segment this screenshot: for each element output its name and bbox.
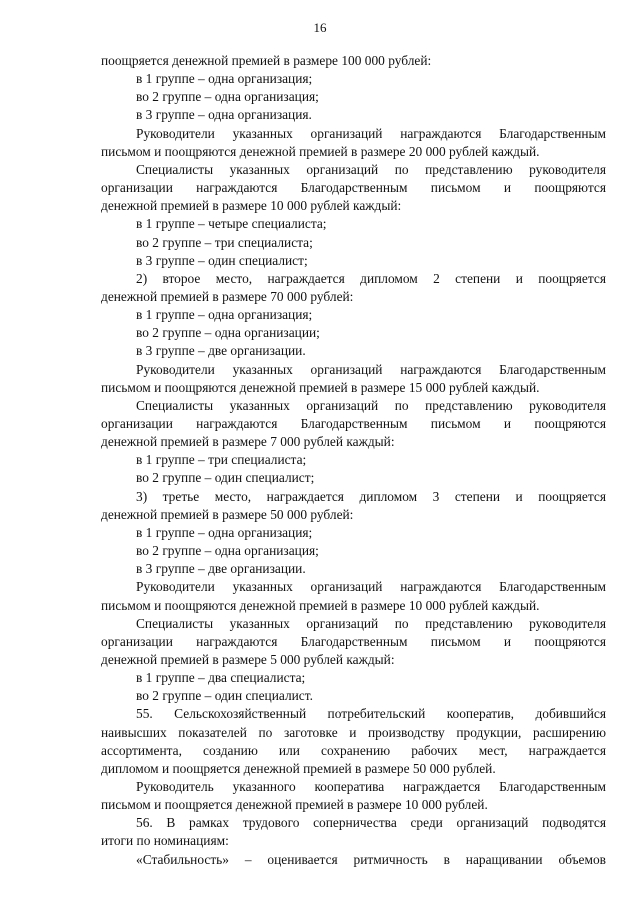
text-line: Руководители указанных организаций награждаются Благодарственным bbox=[136, 125, 606, 141]
text-line: организации награждаются Благодарственным письмом и поощряются bbox=[101, 416, 606, 431]
text-line: организации награждаются Благодарственным письмом и поощряются bbox=[101, 180, 606, 195]
text-line: итоги по номинациям: bbox=[101, 833, 229, 849]
text-line: Руководители указанных организаций награждаются Благодарственным bbox=[136, 579, 606, 595]
text-line: Специалисты указанных организаций по представлению руководителя bbox=[136, 615, 606, 631]
text-line: письмом и поощряются денежной премией в размере 20 000 рублей каждый. bbox=[101, 143, 540, 159]
text-line: в 1 группе – четыре специалиста; bbox=[136, 216, 327, 232]
text-line: письмом и поощряется денежной премией в размере 10 000 рублей. bbox=[101, 797, 488, 813]
text-line: денежной премией в размере 50 000 рублей: bbox=[101, 506, 354, 522]
text-line: денежной премией в размере 70 000 рублей: bbox=[101, 288, 354, 304]
text-line: в 3 группе – две организации. bbox=[136, 343, 306, 359]
text-line: в 3 группе – один специалист; bbox=[136, 252, 308, 268]
text-line: 2) второе место, награждается дипломом 2 степени и поощряется bbox=[136, 270, 606, 286]
text-line: во 2 группе – одна организации; bbox=[136, 325, 320, 341]
text-line: во 2 группе – одна организация; bbox=[136, 543, 319, 558]
text-line: Руководитель указанного кооператива награждается Благодарственным bbox=[136, 779, 606, 794]
text-line: организации награждаются Благодарственным письмом и поощряются bbox=[101, 633, 606, 649]
text-line: письмом и поощряются денежной премией в размере 10 000 рублей каждый. bbox=[101, 597, 540, 613]
text-line: денежной премией в размере 5 000 рублей каждый: bbox=[101, 651, 395, 667]
text-line: ассортимента, созданию или сохранению рабочих мест, награждается bbox=[101, 742, 606, 758]
text-line: поощряется денежной премией в размере 100 000 рублей: bbox=[101, 53, 432, 68]
text-line: в 3 группе – одна организация. bbox=[136, 107, 312, 123]
text-line: в 1 группе – одна организация; bbox=[136, 524, 313, 540]
text-line: во 2 группе – один специалист; bbox=[136, 470, 315, 486]
text-line: денежной премией в размере 7 000 рублей каждый: bbox=[101, 434, 395, 450]
text-line: 3) третье место, награждается дипломом 3 степени и поощряется bbox=[136, 488, 606, 504]
text-line: Специалисты указанных организаций по представлению руководителя bbox=[136, 397, 606, 413]
text-line: наивысших показателей по заготовке и производству продукции, расширению bbox=[101, 724, 606, 740]
text-line: дипломом и поощряется денежной премией в размере 50 000 рублей. bbox=[101, 760, 496, 776]
text-line: письмом и поощряются денежной премией в размере 15 000 рублей каждый. bbox=[101, 379, 540, 395]
text-line: Руководители указанных организаций награждаются Благодарственным bbox=[136, 361, 606, 377]
text-line: 55. Сельскохозяйственный потребительский кооператив, добившийся bbox=[136, 706, 606, 722]
text-line: в 1 группе – два специалиста; bbox=[136, 670, 306, 686]
text-line: в 1 группе – три специалиста; bbox=[136, 452, 307, 468]
text-line: в 1 группе – одна организация; bbox=[136, 71, 313, 87]
text-line: в 1 группе – одна организация; bbox=[136, 307, 313, 323]
page-number: 16 bbox=[313, 20, 327, 35]
text-line: во 2 группе – три специалиста; bbox=[136, 234, 313, 250]
text-line: во 2 группе – один специалист. bbox=[136, 688, 313, 704]
text-line: 56. В рамках трудового соперничества среди организаций подводятся bbox=[136, 815, 606, 831]
text-line: в 3 группе – две организации. bbox=[136, 561, 306, 577]
text-line: денежной премией в размере 10 000 рублей каждый: bbox=[101, 198, 402, 214]
text-line: Специалисты указанных организаций по представлению руководителя bbox=[136, 161, 606, 177]
text-line: «Стабильность» – оценивается ритмичность в наращивании объемов bbox=[136, 851, 606, 867]
text-line: во 2 группе – одна организация; bbox=[136, 89, 319, 105]
